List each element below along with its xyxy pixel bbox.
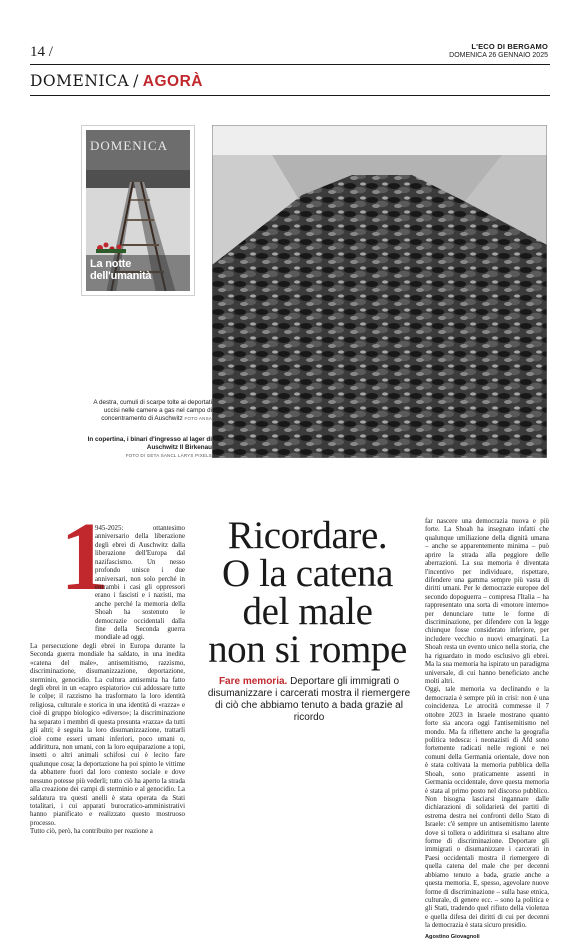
page-number: 14 / — [30, 44, 53, 60]
right-column-text — [425, 518, 549, 931]
standfirst-kicker: Fare memoria. — [218, 676, 288, 687]
paragraph-4: far nascere una democrazia nuova e più forte. La Shoah ha insegnato infatti che qualunque umiliazione della dignità umana – anche se apparentemente minima – può aprire la strada alla peggiore delle aberrazioni. La sua memoria è diventata l'incentivo per individuare, rispettare, difendere una gamma sempre più vasta di diritti umani. Per le democrazie europee del secondo dopoguerra – compresa l'Italia – ha rappresentato una sorta di «motore interno» per denunciare tutte le forme di discriminazione, per difendere con la legge chiunque fosse considerato inferiore, per includere vecchio o nuovi emarginati. La Shoah resta un evento unico nella storia, che ha riguardato in modo esclusivo gli ebrei. Ma la sua memoria ha ispirato un paradigma universale, di cui hanno beneficiato anche molti altri. — [425, 518, 549, 686]
article-right-column — [425, 518, 549, 940]
headline-line: del male — [242, 590, 373, 633]
cover-title: La notte dell'umanità — [90, 258, 152, 282]
cover-caption — [82, 436, 212, 461]
publication-name: L'ECO DI BERGAMO — [471, 42, 548, 51]
main-photo — [212, 125, 547, 458]
publication-info — [449, 42, 548, 60]
headline-line: non si rompe — [208, 628, 407, 671]
article-left-column — [30, 525, 185, 837]
cover-image — [86, 130, 190, 291]
article-standfirst — [203, 676, 415, 724]
main-caption-credit: FOTO ANSA — [184, 416, 212, 422]
cover-masthead: DOMENICA — [90, 138, 169, 153]
paragraph-3: Tutto ciò, però, ha contribuito per reazione a — [30, 828, 153, 836]
section-header — [30, 72, 203, 91]
shoes-pile-image — [212, 125, 547, 458]
standfirst-text: Deportare gli immigrati o disumanizzare i carcerati mostra il riemergere di ciò che abbiamo tenuto a bada grazie al ricordo — [207, 676, 411, 723]
section-separator: / — [133, 72, 139, 90]
main-caption-text: A destra, cumuli di scarpe tolte ai deportati uccisi nelle camere a gas nel campo di concentramento di Auschwitz — [93, 399, 212, 423]
paragraph-1: 945-2025: ottantesimo anniversario della liberazione degli ebrei di Auschwitz dalla liberazione dell'Europa dal nazifascismo. Un nesso profondo unisce i due anniversari, non solo perché in entrambi i casi gli oppressori erano i fascisti e i nazisti, ma anche perché la memoria della Shoah ha sostenuto le democrazie occidentali dalla fine della Seconda guerra mondiale ad oggi. — [95, 525, 185, 642]
section-subsection: AGORÀ — [142, 73, 203, 90]
headline-line: O la catena — [222, 552, 393, 595]
paragraph-5: Oggi, tale memoria va declinando e la democrazia è sempre più in crisi: non è una coincidenza. Le atrocità commesse il 7 ottobre 2023 in Israele mostrano quanto forte sia ancora oggi l'antisemitismo nel mondo. Ma fa riflettere anche la geografia politica tedesca: i neonazisti di Afd sono fortemente radicati nelle regioni e nei comuni della Germania orientale, dove non è stata coltivata la memoria pubblica della Shoah, sono praticamente assenti in Germania occidentale, dove questa memoria è stata al primo posto nel discorso pubblico. Non bisogna lasciarsi ingannare dalle dichiarazioni di solidarietà dei partiti di estrema destra nei confronti dello Stato di Israele: c'è sempre un antisemitismo latente dove si tollera o addirittura si esaltano altre forme di discriminazione. Deportare gli immigrati o disumanizzare i carcerati in Paesi occidentali mostra il riemergere di quella catena del male che per decenni abbiamo tenuto a bada, grazie anche a questa memoria. E, spesso, agevolare nuove forme di discriminazione – sulla base etnica, culturale, di genere ecc. – sono la politica e gli Stati, tradendo quel rifiuto della violenza e quella difesa dei diritti di cui per decenni la democrazia è stata sicuro presidio. — [425, 686, 549, 930]
main-photo-caption — [82, 399, 212, 424]
article-author: Agostino Giovagnoli — [425, 933, 480, 940]
article-headline — [205, 514, 410, 671]
cover-caption-credit: FOTO DI GETA SANCL LARYS PIXELS — [125, 453, 212, 459]
publication-date: DOMENICA 26 GENNAIO 2025 — [449, 52, 548, 59]
section-name: DOMENICA — [30, 72, 130, 90]
paragraph-2: La persecuzione degli ebrei in Europa durante la Seconda guerra mondiale ha saldato, in una inedita «catena del male», antisemitismo, razzismo, discriminazione, disumanizzazione, deportazione, sterminio, genocidio. La cultura antisemita ha fatto degli ebrei in un «capro espiatorio» cui addossare tutte le colpe; il razzismo ha trasformato la loro identità religiosa, culturale e storica in una identità di «razza» e cioè di gruppo biologico «diverso»; la discriminazione ha separato i membri di questa presunta «razza» da tutti gli altri; è seguita la loro disumanizzazione, trattarli cioè come esseri umani inferiori, poco umani o, addirittura, non umani, con la loro equiparazione a topi, insetti o altri animali schifosi cui è lecito fare qualunque cosa; la deportazione ha poi spinto le vittime da abbattere fuori dal loro contesto sociale e dove nessuno potesse più vederli; tutto ciò ha aperto la strada alla creazione dei campi di sterminio e al genocidio. La saldatura tra questi anelli è stata operata da Stati totalitari, i cui apparati burocratico-amministrativi hanno pianificato e realizzato questo mostruoso processo. — [30, 642, 185, 827]
cover-caption-text: In copertina, i binari d'ingresso al lager di Auschwitz II Birkenau — [87, 436, 212, 452]
left-column-text — [30, 525, 185, 837]
section-rule — [30, 95, 550, 96]
cover-thumbnail — [81, 125, 195, 296]
header-rule — [30, 64, 550, 65]
drop-cap: 1 — [60, 503, 109, 611]
headline-line: Ricordare. — [227, 514, 388, 557]
